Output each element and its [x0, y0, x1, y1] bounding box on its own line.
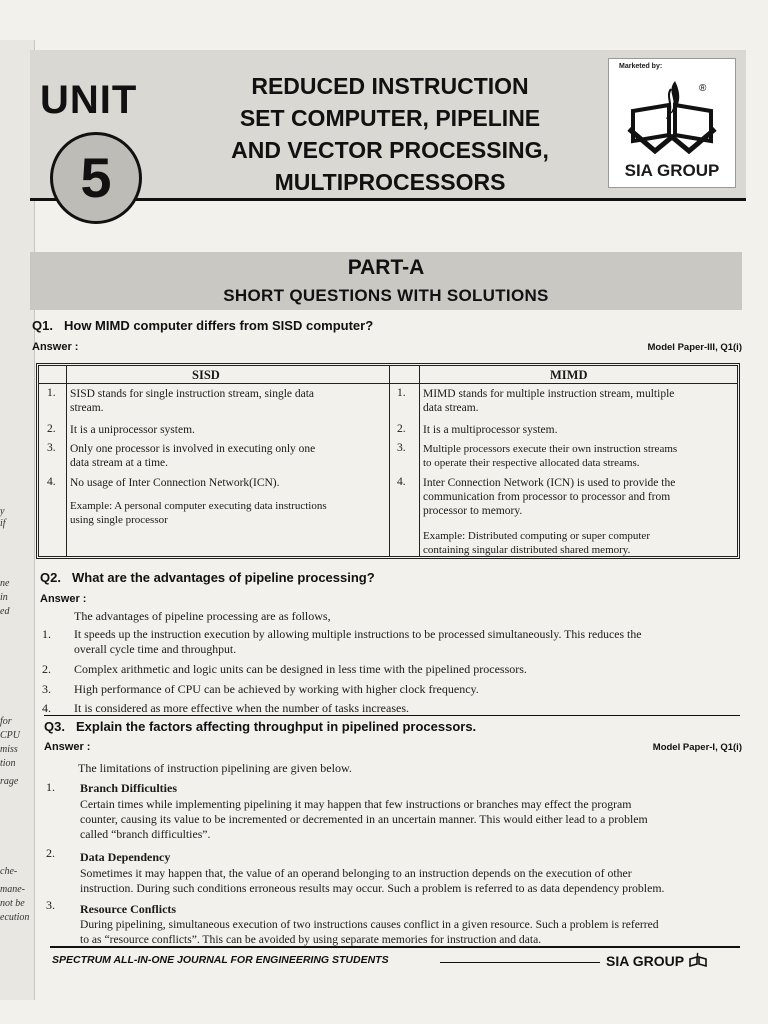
list-number: 1. — [46, 780, 55, 794]
question-3 — [44, 719, 476, 734]
question-number: Q3. — [44, 719, 65, 734]
table-cell: MIMD stands for multiple instruction stream, multiple data stream. — [423, 388, 675, 414]
row-number: 2. — [397, 423, 406, 435]
logo-caption: Marketed by: — [619, 63, 663, 70]
margin-fragment: if — [0, 518, 6, 529]
question-text: How MIMD computer differs from SISD computer? — [64, 318, 374, 333]
paragraph: During pipelining, simultaneous execution of two instructions causes conflict in a given resource. Such a problem is referred to as “resource conflicts”. This can be avoided by using separate memories for instruction and data. — [80, 918, 659, 946]
model-paper-ref: Model Paper-III, Q1(i) — [647, 342, 742, 353]
table-cell: It is a multiprocessor system. — [423, 424, 558, 436]
unit-title-line: MULTIPROCESSORS — [274, 169, 506, 195]
sia-book-icon — [625, 75, 719, 157]
registered-mark: ® — [699, 83, 707, 94]
subheading: Resource Conflicts — [80, 902, 177, 916]
model-paper-ref: Model Paper-I, Q1(i) — [652, 742, 742, 753]
publisher-logo — [608, 58, 736, 188]
subheading: Data Dependency — [80, 850, 171, 864]
row-number: 3. — [47, 442, 56, 454]
table-divider — [389, 366, 390, 556]
table-header-mimd: MIMD — [550, 368, 588, 382]
margin-fragment: ne — [0, 578, 10, 589]
comparison-table — [36, 363, 740, 559]
table-divider — [66, 366, 67, 556]
list-item: High performance of CPU can be achieved by working with higher clock frequency. — [74, 682, 479, 696]
footer-brand — [606, 952, 708, 969]
margin-fragment: ed — [0, 606, 10, 617]
question-1 — [32, 318, 373, 333]
margin-fragment: ecution — [0, 912, 30, 923]
margin-fragment: tion — [0, 758, 16, 769]
list-number: 1. — [42, 627, 51, 641]
table-cell: Inter Connection Network (ICN) is used to provide the communication from processor to processor and from processor to memory. — [423, 477, 676, 517]
unit-header — [30, 50, 746, 209]
question-2 — [40, 570, 375, 585]
table-header-sisd: SISD — [192, 368, 220, 382]
table-cell: It is a uniprocessor system. — [70, 424, 195, 436]
margin-fragment: rage — [0, 776, 19, 787]
footer-journal-title: SPECTRUM ALL-IN-ONE JOURNAL FOR ENGINEERING STUDENTS — [52, 954, 389, 966]
table-cell: No usage of Inter Connection Network(ICN). — [70, 477, 280, 489]
unit-title-line: SET COMPUTER, PIPELINE — [239, 105, 541, 131]
unit-title-line: REDUCED INSTRUCTION — [251, 73, 529, 99]
table-example-mimd: Example: Distributed computing or super computer containing singular distributed shared memory. — [423, 530, 650, 556]
paragraph: Sometimes it may happen that, the value of an operand belonging to an instruction depends on the execution of other instruction. During such conditions erroneous results may occur. Such a problem is referred to as data dependency problem. — [80, 866, 665, 895]
answer-label: Answer : — [40, 593, 87, 605]
sia-small-logo-icon — [688, 952, 708, 968]
row-number: 1. — [47, 387, 56, 399]
table-example-sisd: Example: A personal computer executing data instructions using single processor — [70, 500, 327, 526]
margin-fragment: miss — [0, 744, 18, 755]
question-number: Q2. — [40, 570, 61, 585]
row-number: 1. — [397, 387, 406, 399]
table-cell: Multiple processors execute their own instruction streams to operate their respective allocated data streams. — [423, 443, 678, 469]
question-number: Q1. — [32, 318, 53, 333]
margin-fragment: che- — [0, 866, 18, 877]
margin-fragment: y — [0, 506, 5, 517]
answer-label: Answer : — [44, 741, 91, 753]
part-title: PART-A — [347, 256, 425, 279]
subheading: Branch Difficulties — [80, 781, 177, 795]
list-item: It speeds up the instruction execution by allowing multiple instructions to be processed simultaneously. This reduces the overall cycle time and throughput. — [74, 627, 642, 656]
margin-fragment: CPU — [0, 730, 20, 741]
unit-label: UNIT — [40, 78, 138, 122]
footer-brand-text: SIA GROUP — [606, 953, 684, 969]
question-text: What are the advantages of pipeline processing? — [72, 570, 375, 585]
list-number: 4. — [42, 701, 51, 715]
answer-intro: The advantages of pipeline processing are as follows, — [74, 609, 331, 623]
table-header-rule — [39, 383, 737, 384]
answer-label: Answer : — [32, 341, 79, 353]
list-number: 3. — [42, 682, 51, 696]
part-banner — [30, 252, 742, 310]
row-number: 4. — [397, 476, 406, 488]
part-subtitle: SHORT QUESTIONS WITH SOLUTIONS — [223, 286, 549, 305]
list-item: It is considered as more effective when the number of tasks increases. — [74, 701, 409, 715]
margin-fragment: mane- — [0, 884, 25, 895]
unit-number-badge: 5 — [50, 132, 142, 224]
list-item: Complex arithmetic and logic units can be designed in less time with the pipelined processors. — [74, 662, 527, 676]
list-number: 2. — [42, 662, 51, 676]
row-number: 4. — [47, 476, 56, 488]
table-cell: SISD stands for single instruction stream, single data stream. — [70, 388, 315, 414]
list-number: 2. — [46, 846, 55, 860]
row-number: 3. — [397, 442, 406, 454]
table-divider — [419, 366, 420, 556]
unit-title — [180, 70, 600, 198]
footer-rule — [50, 946, 740, 948]
table-cell: Only one processor is involved in executing only one data stream at a time. — [70, 443, 316, 469]
margin-fragment: not be — [0, 898, 25, 909]
margin-fragment: for — [0, 716, 12, 727]
row-number: 2. — [47, 423, 56, 435]
list-number: 3. — [46, 898, 55, 912]
footer-line — [440, 962, 600, 963]
unit-title-line: AND VECTOR PROCESSING, — [231, 137, 549, 163]
question-text: Explain the factors affecting throughput in pipelined processors. — [76, 719, 477, 734]
section-rule — [44, 715, 740, 716]
paragraph: Certain times while implementing pipelining it may happen that few instructions or branches may effect the program counter, causing its value to be incremented or decremented in an uncertain manner. This would either lead to a problem called “branch difficulties”. — [80, 797, 648, 841]
answer-intro: The limitations of instruction pipelining are given below. — [78, 761, 352, 775]
margin-fragment: in — [0, 592, 8, 603]
logo-text: SIA GROUP — [624, 161, 720, 180]
